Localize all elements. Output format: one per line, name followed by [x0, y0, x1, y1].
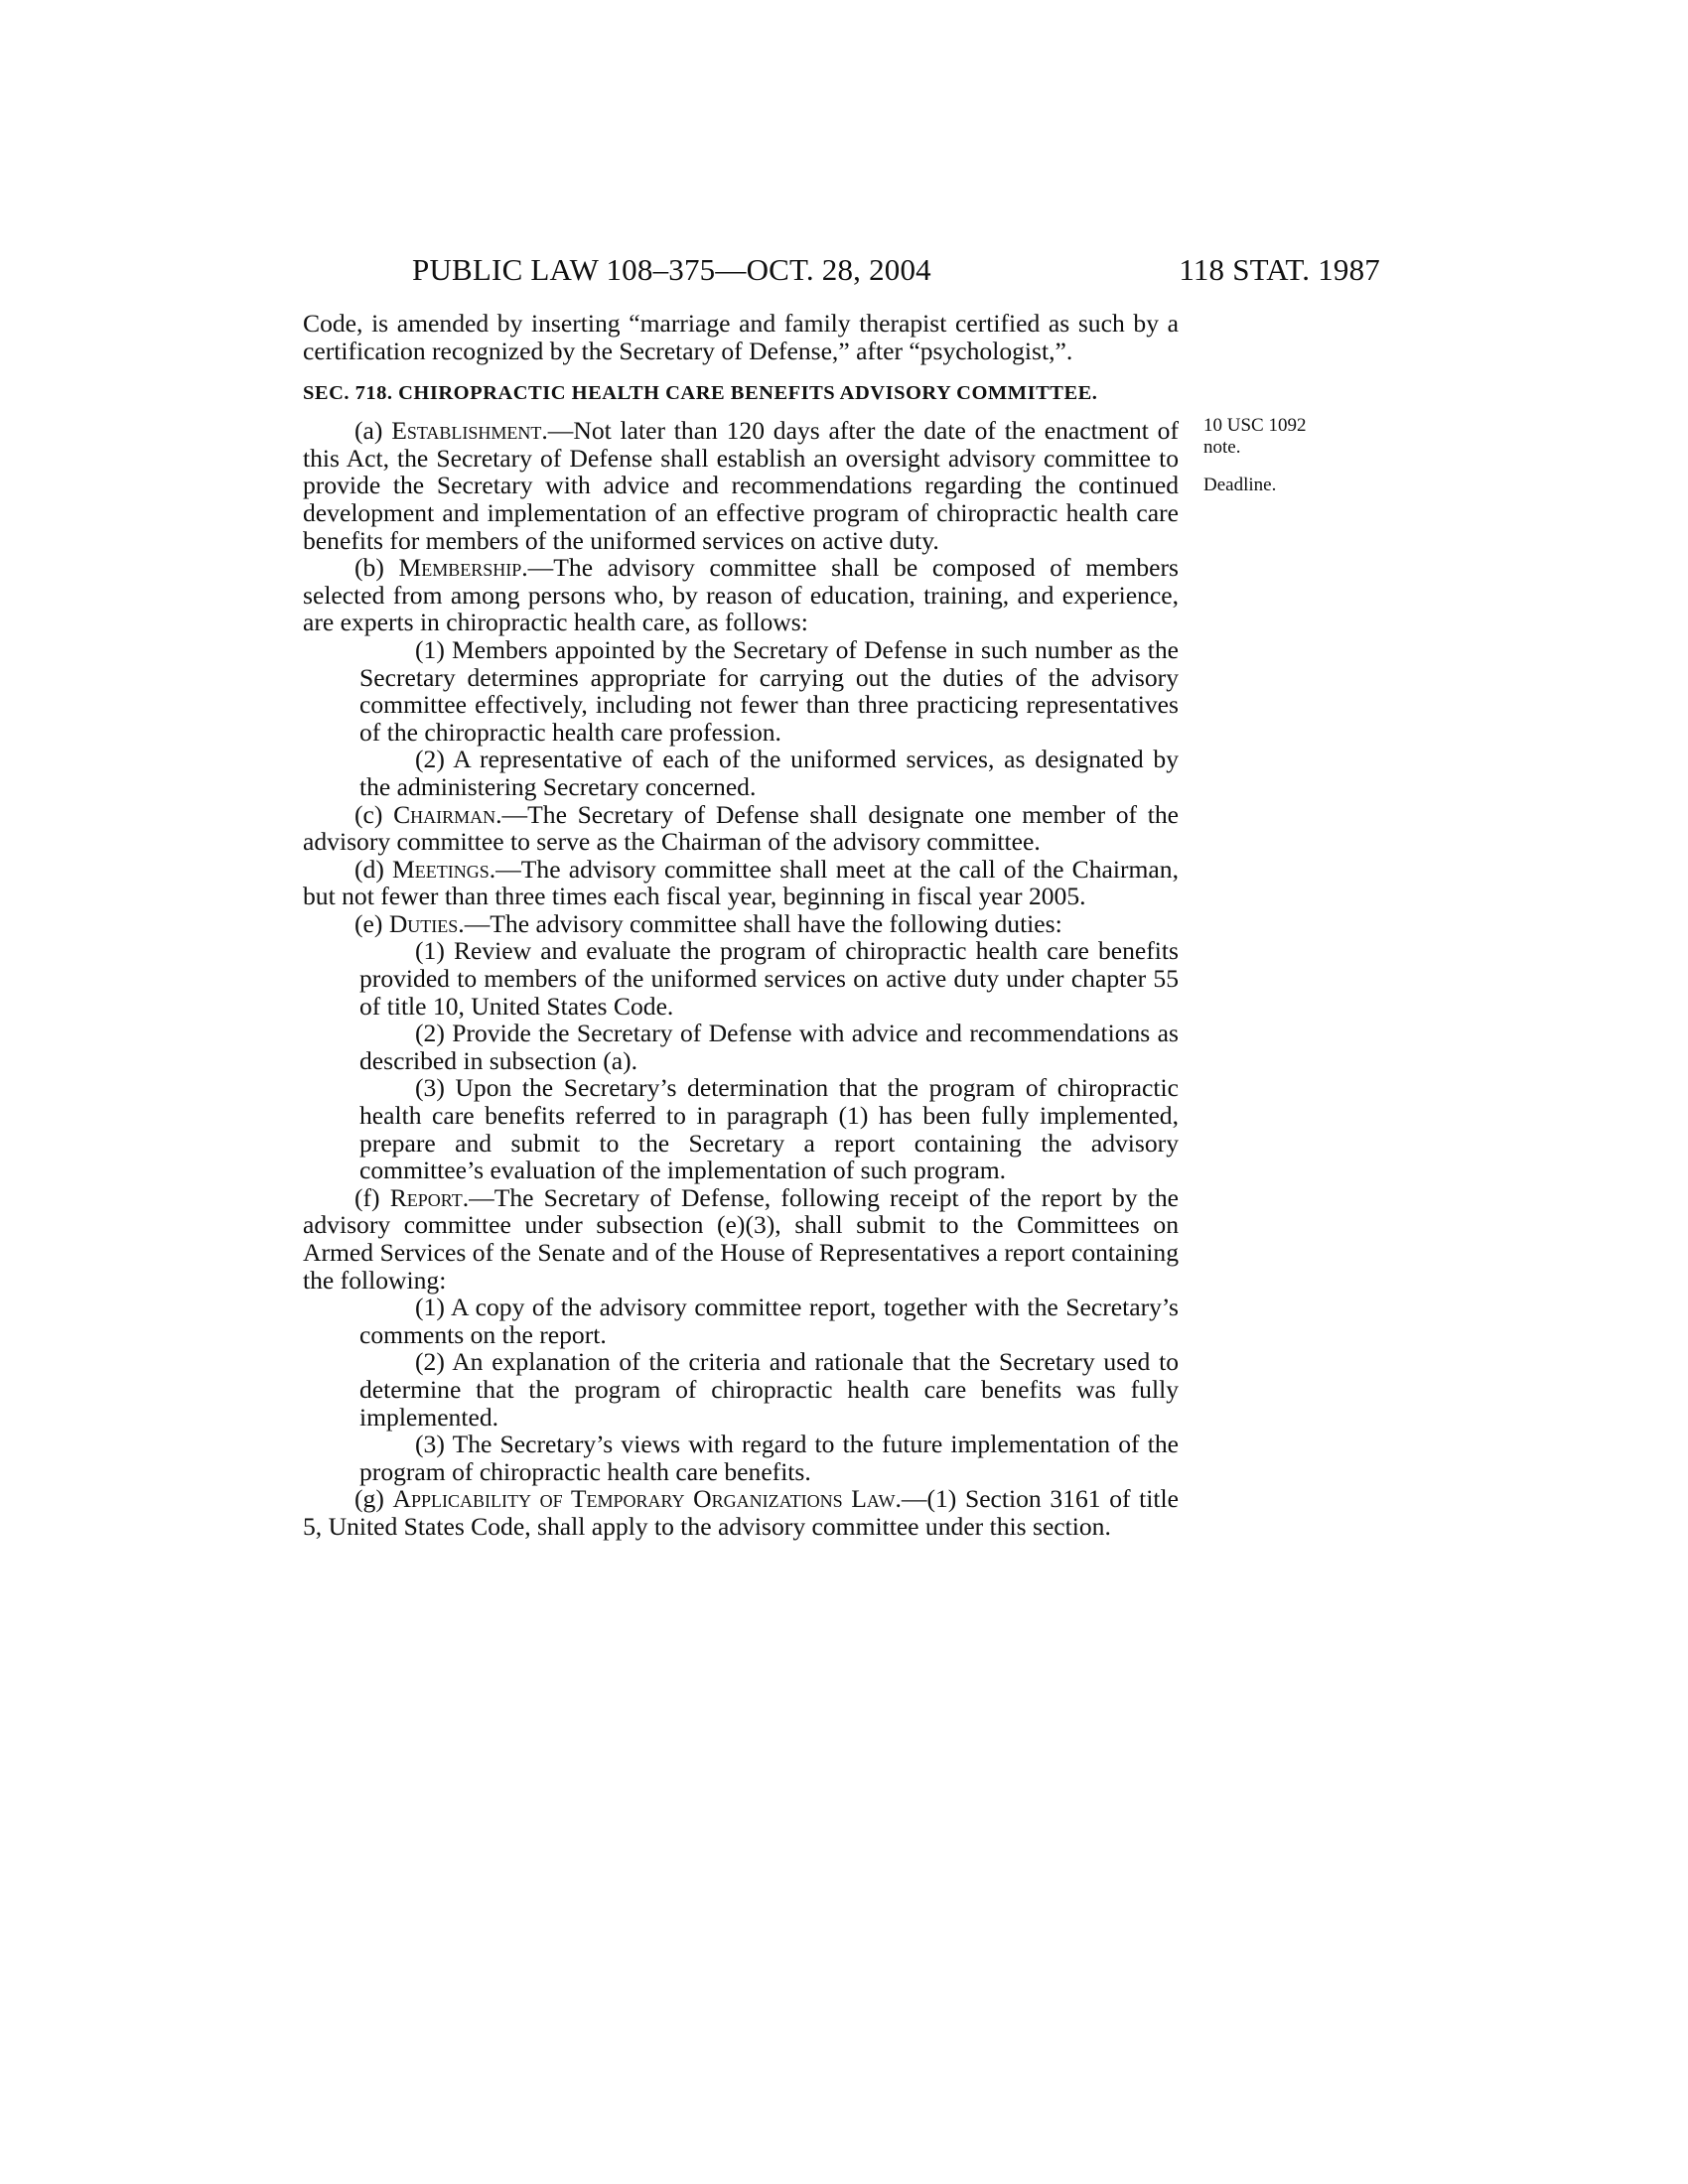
subsection-f-heading: Report — [389, 1182, 463, 1212]
subsection-e-text: .—The advisory committee shall have the following duties: — [458, 908, 1062, 938]
subsection-b — [303, 554, 1179, 636]
law-title: PUBLIC LAW 108–375—OCT. 28, 2004 — [412, 252, 931, 287]
subsection-a — [303, 417, 1179, 554]
subsection-c-heading: Chairman — [393, 799, 496, 829]
subsection-d-heading: Meetings — [392, 854, 490, 884]
subsection-c — [303, 801, 1179, 856]
subsection-e-item-2: (2) Provide the Secretary of Defense with advice and recommendations as described in subsection (a). — [359, 1019, 1179, 1075]
subsection-f-label: (f) — [354, 1182, 390, 1212]
subsection-a-heading: Establishment — [391, 416, 542, 446]
subsection-e-label: (e) — [354, 908, 389, 938]
usc-note: note. — [1203, 437, 1241, 458]
usc-margin-note — [1203, 415, 1306, 459]
subsection-c-label: (c) — [354, 799, 394, 829]
subsection-b-label: (b) — [354, 553, 399, 583]
subsection-b-item-2: (2) A representative of each of the uniformed services, as designated by the administering Secretary concerned. — [359, 745, 1179, 801]
subsection-a-text: .—Not later than 120 days after the date of the enactment of this Act, the Secretary of Defense shall establish an oversight advisory committee to provide the Secretary with advice and recommendations regarding the continued development and implementation of an effective program of chiropractic health care benefits for members of the uniformed services on active duty. — [303, 416, 1179, 555]
section-heading: SEC. 718. CHIROPRACTIC HEALTH CARE BENEFITS ADVISORY COMMITTEE. — [303, 382, 1098, 405]
subsection-b-text: .—The advisory committee shall be composed of members selected from among persons who, by reason of education, training, and experience, are experts in chiropractic health care, as follows: — [303, 553, 1180, 637]
subsection-g — [303, 1485, 1179, 1540]
subsection-f — [303, 1184, 1179, 1294]
subsection-c-text: .—The Secretary of Defense shall designate one member of the advisory committee to serve as the Chairman of the advisory committee. — [303, 799, 1179, 857]
deadline-margin-note: Deadline. — [1203, 475, 1277, 495]
subsection-e — [303, 910, 1179, 938]
subsection-g-label: (g) — [354, 1484, 393, 1514]
subsection-f-item-3: (3) The Secretary’s views with regard to the future implementation of the program of chiropractic health care benefits. — [359, 1430, 1179, 1486]
subsection-d-text: .—The advisory committee shall meet at the call of the Chairman, but not fewer than three times each fiscal year, beginning in fiscal year 2005. — [303, 854, 1179, 911]
statute-citation: 118 STAT. 1987 — [1179, 252, 1380, 287]
subsection-g-text: .—(1) Section 3161 of title 5, United States Code, shall apply to the advisory committee under this section. — [303, 1484, 1179, 1541]
subsection-f-text: .—The Secretary of Defense, following receipt of the report by the advisory committee under subsection (e)(3), shall submit to the Committees on Armed Services of the Senate and of the House of Representatives a report containing the following: — [303, 1182, 1179, 1295]
subsection-d-label: (d) — [354, 854, 393, 884]
subsection-d — [303, 856, 1179, 910]
subsection-e-item-3: (3) Upon the Secretary’s determination that the program of chiropractic health care benefits referred to in paragraph (1) has been fully implemented, prepare and submit to the Secretary a report containing the advisory committee’s evaluation of the implementation of such program. — [359, 1073, 1179, 1185]
usc-citation: 10 USC 1092 — [1203, 415, 1307, 436]
subsection-g-heading: Applicability of Temporary Organizations Law — [392, 1484, 896, 1514]
subsection-f-item-2: (2) An explanation of the criteria and rationale that the Secretary used to determine that the program of chiropractic health care benefits was fully implemented. — [359, 1347, 1179, 1432]
running-head — [298, 250, 1380, 290]
subsection-f-item-1: (1) A copy of the advisory committee report, together with the Secretary’s comments on the report. — [359, 1293, 1179, 1349]
subsection-b-item-1: (1) Members appointed by the Secretary of Defense in such number as the Secretary determines appropriate for carrying out the duties of the advisory committee effectively, including not fewer than three practicing representatives of the chiropractic health care profession. — [359, 634, 1179, 747]
body-text — [303, 310, 1179, 1541]
subsection-e-heading: Duties — [388, 908, 459, 938]
subsection-a-label: (a) — [354, 416, 392, 446]
subsection-b-heading: Membership — [398, 553, 522, 583]
subsection-e-item-1: (1) Review and evaluate the program of chiropractic health care benefits provided to members of the uniformed services on active duty under chapter 55 of title 10, United States Code. — [359, 936, 1179, 1021]
continuation-paragraph: Code, is amended by inserting “marriage and family therapist certified as such by a certification recognized by the Secretary of Defense,” after “psychologist,”. — [303, 309, 1179, 365]
